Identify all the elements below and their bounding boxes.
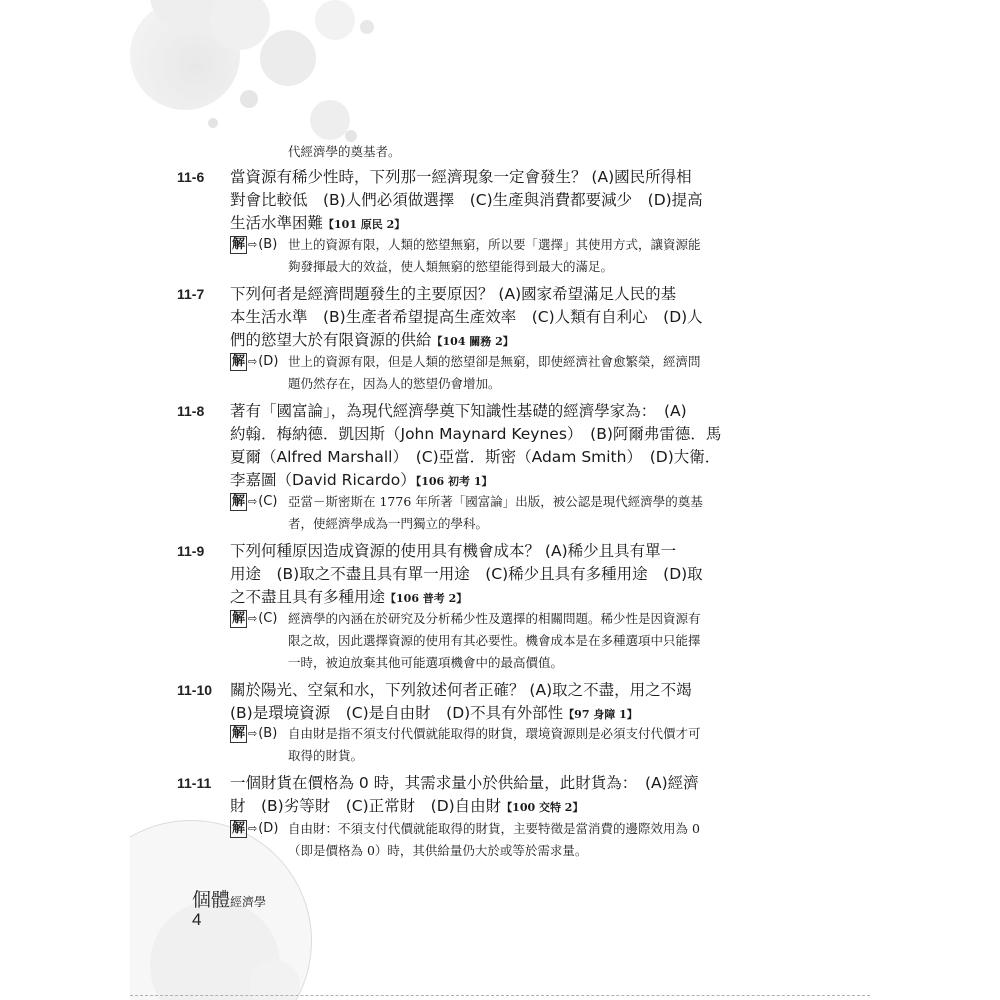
arrow-icon: ⇨: [248, 727, 258, 740]
answer-line: 自由財：不須支付代價就能取得的財貨，主要特徵是當消費的邊際效用為 0: [288, 821, 700, 836]
answer-line: 夠發揮最大的效益，使人類無窮的慾望能得到最大的滿足。: [288, 259, 614, 274]
question-number: 11-10: [177, 682, 213, 698]
answer-explanation: [288, 234, 758, 278]
answer-line: 者，使經濟學成為一門獨立的學科。: [288, 516, 489, 531]
answer-explanation: [288, 608, 758, 674]
answer-marker: [230, 351, 278, 373]
question-line: 當資源有稀少性時，下列那一經濟現象一定會發生？ (A)國民所得相: [230, 168, 692, 186]
question-11-8: [177, 400, 750, 493]
answer-line: 題仍然存在，因為人的慾望仍會增加。: [288, 376, 501, 391]
answer-label-icon: 解: [232, 821, 246, 836]
question-number: 11-11: [177, 775, 212, 791]
question-line: 們的慾望大於有限資源的供給【104 關務 2】: [230, 331, 514, 349]
book-title: 個體經濟學: [192, 889, 267, 911]
arrow-icon: ⇨: [248, 355, 258, 368]
exam-reference: 【100 交特 2】: [501, 801, 584, 814]
page-content: [130, 0, 870, 1000]
question-11-11: [177, 772, 750, 819]
question-line: 夏爾（Alfred Marshall） (C)亞當．斯密（Adam Smith） (D)大衛．: [230, 448, 721, 466]
answer-label-icon: 解: [232, 611, 246, 626]
question-line: 著有「國富論」，為現代經濟學奠下知識性基礎的經濟學家為： (A): [230, 402, 687, 420]
question-11-6: [177, 166, 750, 236]
question-line: 生活水準困難【101 原民 2】: [230, 214, 406, 232]
page-number: 4: [192, 910, 202, 929]
question-11-7: [177, 283, 750, 353]
answer-explanation: [288, 491, 758, 535]
arrow-icon: ⇨: [248, 612, 258, 625]
answer-label-icon: 解: [232, 726, 246, 741]
question-number: 11-7: [177, 286, 205, 302]
book-page: [130, 0, 870, 1000]
exam-reference: 【106 初考 1】: [415, 475, 493, 488]
answer-label-icon: 解: [232, 237, 246, 252]
answer-label-icon: 解: [232, 354, 246, 369]
question-11-9: [177, 540, 750, 610]
question-line: 用途 (B)取之不盡且具有單一用途 (C)稀少且具有多種用途 (D)取: [230, 565, 703, 583]
answer-line: 自由財是指不須支付代價就能取得的財貨，環境資源則是必須支付代價才可: [288, 726, 701, 741]
question-line: 下列何種原因造成資源的使用具有機會成本？ (A)稀少且具有單一: [230, 542, 677, 560]
answer-key: (C): [258, 494, 278, 509]
question-number: 11-8: [177, 403, 205, 419]
answer-marker: [230, 818, 278, 840]
answer-line: （即是價格為 0）時，其供給量仍大於或等於需求量。: [288, 843, 588, 858]
answer-key: (D): [258, 821, 279, 836]
question-11-10: [177, 679, 750, 726]
answer-key: (B): [258, 237, 278, 252]
answer-key: (D): [258, 354, 279, 369]
question-line: 財 (B)劣等財 (C)正常財 (D)自由財【100 交特 2】: [230, 797, 584, 815]
arrow-icon: ⇨: [248, 238, 258, 251]
answer-explanation: [288, 351, 758, 395]
question-line: 李嘉圖（David Ricardo）【106 初考 1】: [230, 471, 493, 489]
answer-key: (C): [258, 611, 278, 626]
arrow-icon: ⇨: [248, 822, 258, 835]
answer-line: 亞當－斯密斯在 1776 年所著「國富論」出版，被公認是現代經濟學的奠基: [288, 494, 703, 509]
question-line: 之不盡且具有多種用途【106 普考 2】: [230, 588, 468, 606]
question-line: 約翰．梅納德．凱因斯（John Maynard Keynes） (B)阿爾弗雷德．馬: [230, 425, 722, 443]
answer-marker: [230, 234, 277, 256]
question-line: 一個財貨在價格為 0 時，其需求量小於供給量，此財貨為： (A)經濟: [230, 774, 699, 792]
question-number: 11-9: [177, 543, 205, 559]
intro-text: 代經濟學的奠基者。: [288, 144, 401, 159]
answer-key: (B): [258, 726, 278, 741]
question-line: 下列何者是經濟問題發生的主要原因？ (A)國家希望滿足人民的基: [230, 285, 677, 303]
answer-line: 經濟學的內涵在於研究及分析稀少性及選擇的相關問題。稀少性是因資源有: [288, 611, 701, 626]
question-line: 對會比較低 (B)人們必須做選擇 (C)生產與消費都要減少 (D)提高: [230, 191, 703, 209]
question-line: (B)是環境資源 (C)是自由財 (D)不具有外部性【97 身障 1】: [230, 704, 638, 722]
page-bottom-divider: [130, 995, 870, 996]
answer-marker: [230, 608, 277, 630]
arrow-icon: ⇨: [248, 495, 258, 508]
exam-reference: 【104 關務 2】: [431, 335, 514, 348]
question-line: 關於陽光、空氣和水，下列敘述何者正確？ (A)取之不盡，用之不竭: [230, 681, 692, 699]
answer-line: 一時，被迫放棄其他可能選項機會中的最高價值。: [288, 655, 564, 670]
answer-explanation: [288, 723, 758, 767]
answer-marker: [230, 723, 277, 745]
exam-reference: 【106 普考 2】: [385, 592, 468, 605]
answer-line: 世上的資源有限，人類的慾望無窮，所以要「選擇」其使用方式，讓資源能: [288, 237, 701, 252]
exam-reference: 【97 身障 1】: [563, 708, 638, 721]
book-subtitle: 經濟學: [230, 895, 267, 909]
answer-line: 限之故，因此選擇資源的使用有其必要性。機會成本是在多種選項中只能擇: [288, 633, 701, 648]
question-line: 本生活水準 (B)生產者希望提高生產效率 (C)人類有自利心 (D)人: [230, 308, 703, 326]
answer-line: 世上的資源有限，但是人類的慾望卻是無窮，即使經濟社會愈繁榮，經濟問: [288, 354, 701, 369]
exam-reference: 【101 原民 2】: [323, 218, 406, 231]
question-number: 11-6: [177, 169, 205, 185]
answer-explanation: [288, 818, 758, 862]
answer-line: 取得的財貨。: [288, 748, 364, 763]
answer-marker: [230, 491, 277, 513]
answer-label-icon: 解: [232, 494, 246, 509]
